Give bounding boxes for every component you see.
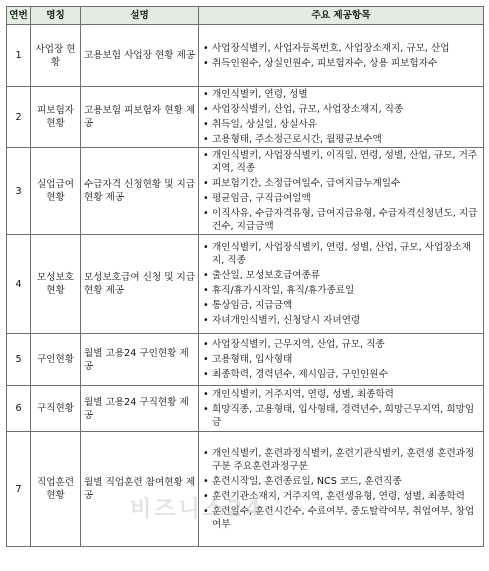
table-row: [7, 25, 484, 87]
dataset-description: 수급자격 신청현황 및 지급현황 제공: [81, 148, 199, 235]
dataset-description: 고용보험 사업장 현황 제공: [81, 25, 199, 87]
header-description: 설명: [81, 7, 199, 25]
dataset-name: 직업훈련 현황: [31, 432, 81, 547]
row-number: 7: [7, 432, 31, 547]
watermark: 비즈니스24: [130, 497, 264, 522]
provided-items-cell: [199, 87, 484, 148]
provided-item: • 개인식별키, 거주지역, 연령, 성별, 최종학력: [202, 388, 481, 401]
table-row: [7, 235, 484, 334]
provided-item: • 휴직/휴가시작일, 휴직/휴가종료일: [202, 284, 481, 297]
table-row: [7, 87, 484, 148]
provided-items-list: [202, 149, 481, 233]
row-number: 1: [7, 25, 31, 87]
table-row: [7, 432, 484, 547]
provided-item: • 개인식별키, 연령, 성별: [202, 88, 481, 101]
table-row: [7, 386, 484, 432]
provided-item: • 평균임금, 구직급여일액: [202, 192, 481, 205]
provided-item: • 출산일, 모성보호급여종류: [202, 269, 481, 282]
dataset-name: 실업급여 현황: [31, 148, 81, 235]
data-catalog-table: [6, 6, 484, 547]
provided-items-list: [202, 42, 481, 70]
provided-item: • 개인식별키, 사업장식별키, 연령, 성별, 산업, 규모, 사업장소재지, 직종: [202, 241, 481, 267]
provided-item: • 고용형태, 주소정근로시간, 월평균보수액: [202, 133, 481, 146]
provided-item: • 이직사유, 수급자격유형, 급여지급유형, 수급자격신청년도, 지급건수, 지급금액: [202, 207, 481, 233]
dataset-name: 사업장 현황: [31, 25, 81, 87]
dataset-name: 모성보호 현황: [31, 235, 81, 334]
table-row: [7, 148, 484, 235]
provided-item: • 피보험기간, 소정급여일수, 급여지급누계일수: [202, 177, 481, 190]
provided-item: • 사업장식별키, 산업, 규모, 사업장소재지, 직종: [202, 103, 481, 116]
provided-item: • 사업장식별키, 사업자등록번호, 사업장소재지, 규모, 산업: [202, 42, 481, 55]
provided-item: • 취득인원수, 상실인원수, 피보험자수, 상용 피보험자수: [202, 57, 481, 70]
provided-items-list: [202, 241, 481, 327]
row-number: 5: [7, 334, 31, 386]
dataset-description: 모성보호급여 신청 및 지급현황 제공: [81, 235, 199, 334]
provided-item: • 개인식별키, 사업장식별키, 이직일, 연령, 성별, 산업, 규모, 거주지역, 직종: [202, 149, 481, 175]
row-number: 6: [7, 386, 31, 432]
provided-item: • 자녀개인식별키, 신청당시 자녀연령: [202, 314, 481, 327]
provided-item: • 최종학력, 경력년수, 제시임금, 구인인원수: [202, 368, 481, 381]
provided-items-cell: [199, 334, 484, 386]
provided-item: • 통상임금, 지급금액: [202, 299, 481, 312]
provided-items-cell: [199, 25, 484, 87]
header-name: 명칭: [31, 7, 81, 25]
provided-item: • 훈련기관소재지, 거주지역, 훈련생유형, 연령, 성별, 최종학력: [202, 490, 481, 503]
provided-items-list: [202, 88, 481, 146]
provided-item: • 고용형태, 입사형태: [202, 353, 481, 366]
provided-items-list: [202, 447, 481, 531]
table-row: [7, 334, 484, 386]
dataset-name: 피보험자 현황: [31, 87, 81, 148]
dataset-description: 월별 고용24 구직현황 제공: [81, 386, 199, 432]
dataset-name: 구인현황: [31, 334, 81, 386]
provided-items-list: [202, 388, 481, 429]
provided-items-cell: [199, 386, 484, 432]
provided-item: • 훈련일수, 훈련시간수, 수료여부, 중도탈락여부, 취업여부, 창업여부: [202, 505, 481, 531]
provided-item: • 개인식별키, 훈련과정식별키, 훈련기관식별키, 훈련생 훈련과정구분 주요훈련과정구분: [202, 447, 481, 473]
row-number: 2: [7, 87, 31, 148]
provided-item: • 취득일, 상실일, 상실사유: [202, 118, 481, 131]
table-header-row: [7, 7, 484, 25]
provided-item: • 사업장식별키, 근무지역, 산업, 규모, 직종: [202, 338, 481, 351]
dataset-name: 구직현황: [31, 386, 81, 432]
dataset-description: 월별 고용24 구인현황 제공: [81, 334, 199, 386]
row-number: 4: [7, 235, 31, 334]
provided-items-cell: [199, 432, 484, 547]
row-number: 3: [7, 148, 31, 235]
dataset-description: 월별 직업훈련 참여현황 제공: [81, 432, 199, 547]
header-items: 주요 제공항목: [199, 7, 484, 25]
header-no: 연번: [7, 7, 31, 25]
dataset-description: 고용보험 피보험자 현황 제공: [81, 87, 199, 148]
provided-item: • 훈련시작일, 훈련종료일, NCS 코드, 훈련직종: [202, 475, 481, 488]
provided-items-cell: [199, 148, 484, 235]
provided-items-cell: [199, 235, 484, 334]
provided-items-list: [202, 338, 481, 381]
provided-item: • 희망직종, 고용형태, 입사형태, 경력년수, 희망근무지역, 희망임금: [202, 403, 481, 429]
